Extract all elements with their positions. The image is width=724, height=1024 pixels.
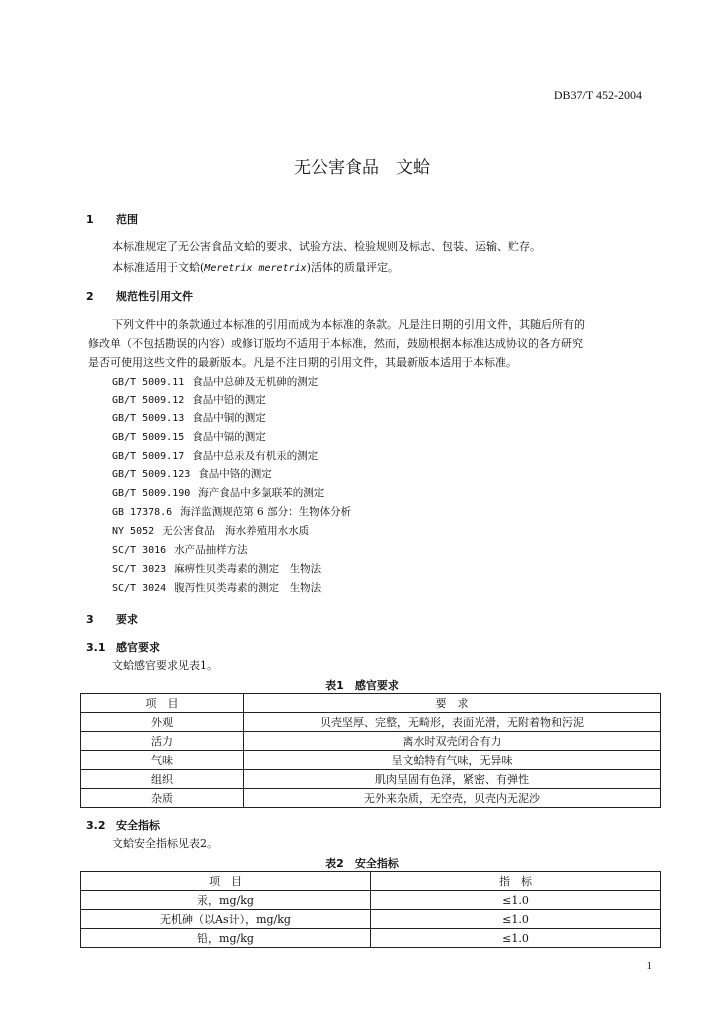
references-intro-line-2: 修改单（不包括勘误的内容）或修订版均不适用于本标准，然而，鼓励根据本标准达成协议的各方研究 — [88, 337, 583, 350]
section-number: 1 — [86, 213, 94, 226]
ref-code: SC/T 3016 — [112, 545, 167, 556]
table-row — [81, 732, 661, 751]
ref-code: NY 5052 — [112, 526, 155, 537]
ref-code: GB/T 5009.15 — [112, 432, 185, 443]
ref-code: SC/T 3023 — [112, 564, 167, 575]
requirement-cell: 呈文蛤特有气味，无异味 — [244, 751, 661, 770]
ref-name: 食品中铅的测定 — [192, 394, 266, 406]
references-intro-line-3: 是否可使用这些文件的最新版本。凡是不注日期的引用文件，其最新版本适用于本标准。 — [88, 356, 517, 369]
ref-name: 食品中总汞及有机汞的测定 — [192, 450, 319, 462]
limit-cell: ≤1.0 — [371, 910, 661, 929]
item-cell: 铅，mg/kg — [81, 929, 371, 948]
ref-name: 食品中总砷及无机砷的测定 — [192, 376, 319, 388]
references-intro-line-1: 下列文件中的条款通过本标准的引用而成为本标准的条款。凡是注日期的引用文件，其随后所有的 — [112, 318, 585, 331]
reference-item — [112, 580, 321, 595]
reference-item — [112, 429, 266, 444]
ref-name: 水产品抽样方法 — [174, 544, 248, 556]
subsection-number: 3.2 — [86, 819, 106, 832]
subsection-3-1-heading — [86, 639, 160, 655]
subsection-title: 感官要求 — [116, 641, 160, 654]
section-number: 3 — [86, 613, 94, 626]
ref-code: GB 17378.6 — [112, 507, 173, 518]
safety-indicators-table — [80, 871, 661, 948]
ref-code: GB/T 5009.12 — [112, 395, 185, 406]
section-2-heading — [86, 288, 193, 304]
item-cell: 无机砷（以As计），mg/kg — [81, 910, 371, 929]
ref-name: 食品中镉的测定 — [192, 431, 266, 443]
section-number: 2 — [86, 290, 94, 303]
reference-item — [112, 448, 318, 463]
ref-code: GB/T 5009.190 — [112, 488, 191, 499]
requirement-cell: 无外来杂质，无空壳，贝壳内无泥沙 — [244, 789, 661, 808]
ref-code: GB/T 5009.13 — [112, 413, 185, 424]
scope-paragraph-1: 本标准规定了无公害食品文蛤的要求、试验方法、检验规则及标志、包装、运输、贮存。 — [112, 240, 541, 253]
table2-caption: 表2 安全指标 — [325, 857, 399, 870]
page-number: 1 — [646, 960, 652, 972]
table-row — [81, 910, 661, 929]
header-cell: 项 目 — [81, 694, 244, 713]
reference-item — [112, 523, 309, 538]
ref-code: GB/T 5009.17 — [112, 451, 185, 462]
item-cell: 汞，mg/kg — [81, 891, 371, 910]
section-title: 规范性引用文件 — [116, 290, 193, 303]
ref-name: 海产食品中多氯联苯的测定 — [198, 487, 325, 499]
section-title: 要求 — [116, 613, 138, 626]
item-cell: 外观 — [81, 713, 244, 732]
table-header-row — [81, 694, 661, 713]
reference-item — [112, 392, 266, 407]
reference-item — [112, 504, 351, 519]
sensory-requirements-table — [80, 693, 661, 808]
table-row — [81, 770, 661, 789]
requirement-cell: 贝壳坚厚、完整，无畸形，表面光滑，无附着物和污泥 — [244, 713, 661, 732]
subsection-number: 3.1 — [86, 641, 106, 654]
item-cell: 组织 — [81, 770, 244, 789]
item-cell: 活力 — [81, 732, 244, 751]
subsection-title: 安全指标 — [116, 819, 160, 832]
limit-cell: ≤1.0 — [371, 929, 661, 948]
ref-name: 海洋监测规范第 6 部分：生物体分析 — [180, 506, 352, 518]
section-3-heading — [86, 611, 138, 627]
item-cell: 杂质 — [81, 789, 244, 808]
ref-code: SC/T 3024 — [112, 583, 167, 594]
text-suffix: )活体的质量评定。 — [306, 261, 399, 274]
ref-name: 麻痹性贝类毒素的测定 生物法 — [174, 563, 322, 575]
ref-name: 食品中铬的测定 — [198, 468, 272, 480]
reference-item — [112, 542, 248, 557]
requirement-cell: 离水时双壳闭合有力 — [244, 732, 661, 751]
reference-item — [112, 466, 272, 481]
ref-code: GB/T 5009.11 — [112, 377, 185, 388]
section-1-heading — [86, 211, 138, 227]
ref-name: 食品中铜的测定 — [192, 412, 266, 424]
table1-reference-text: 文蛤感官要求见表1。 — [112, 659, 218, 672]
section-title: 范围 — [116, 213, 138, 226]
reference-item — [112, 410, 266, 425]
table-row — [81, 891, 661, 910]
table1-caption: 表1 感官要求 — [325, 679, 399, 692]
ref-code: GB/T 5009.123 — [112, 469, 191, 480]
header-cell: 指 标 — [371, 872, 661, 891]
limit-cell: ≤1.0 — [371, 891, 661, 910]
item-cell: 气味 — [81, 751, 244, 770]
subsection-3-2-heading — [86, 817, 160, 833]
latin-species-name: Meretrix meretrix — [204, 263, 307, 274]
ref-name: 腹泻性贝类毒素的测定 生物法 — [174, 582, 322, 594]
standard-code: DB37/T 452-2004 — [553, 88, 642, 102]
text-prefix: 本标准适用于文蛤( — [112, 261, 205, 274]
table-row — [81, 751, 661, 770]
reference-item — [112, 374, 318, 389]
header-cell: 项 目 — [81, 872, 371, 891]
table-header-row — [81, 872, 661, 891]
scope-paragraph-2 — [112, 259, 399, 275]
ref-name: 无公害食品 海水养殖用水水质 — [162, 525, 310, 537]
requirement-cell: 肌肉呈固有色泽，紧密、有弹性 — [244, 770, 661, 789]
table-row — [81, 789, 661, 808]
header-cell: 要 求 — [244, 694, 661, 713]
table2-reference-text: 文蛤安全指标见表2。 — [112, 837, 218, 850]
reference-item — [112, 485, 324, 500]
table-row — [81, 929, 661, 948]
document-title: 无公害食品 文蛤 — [294, 158, 430, 178]
table-row — [81, 713, 661, 732]
reference-item — [112, 561, 321, 576]
